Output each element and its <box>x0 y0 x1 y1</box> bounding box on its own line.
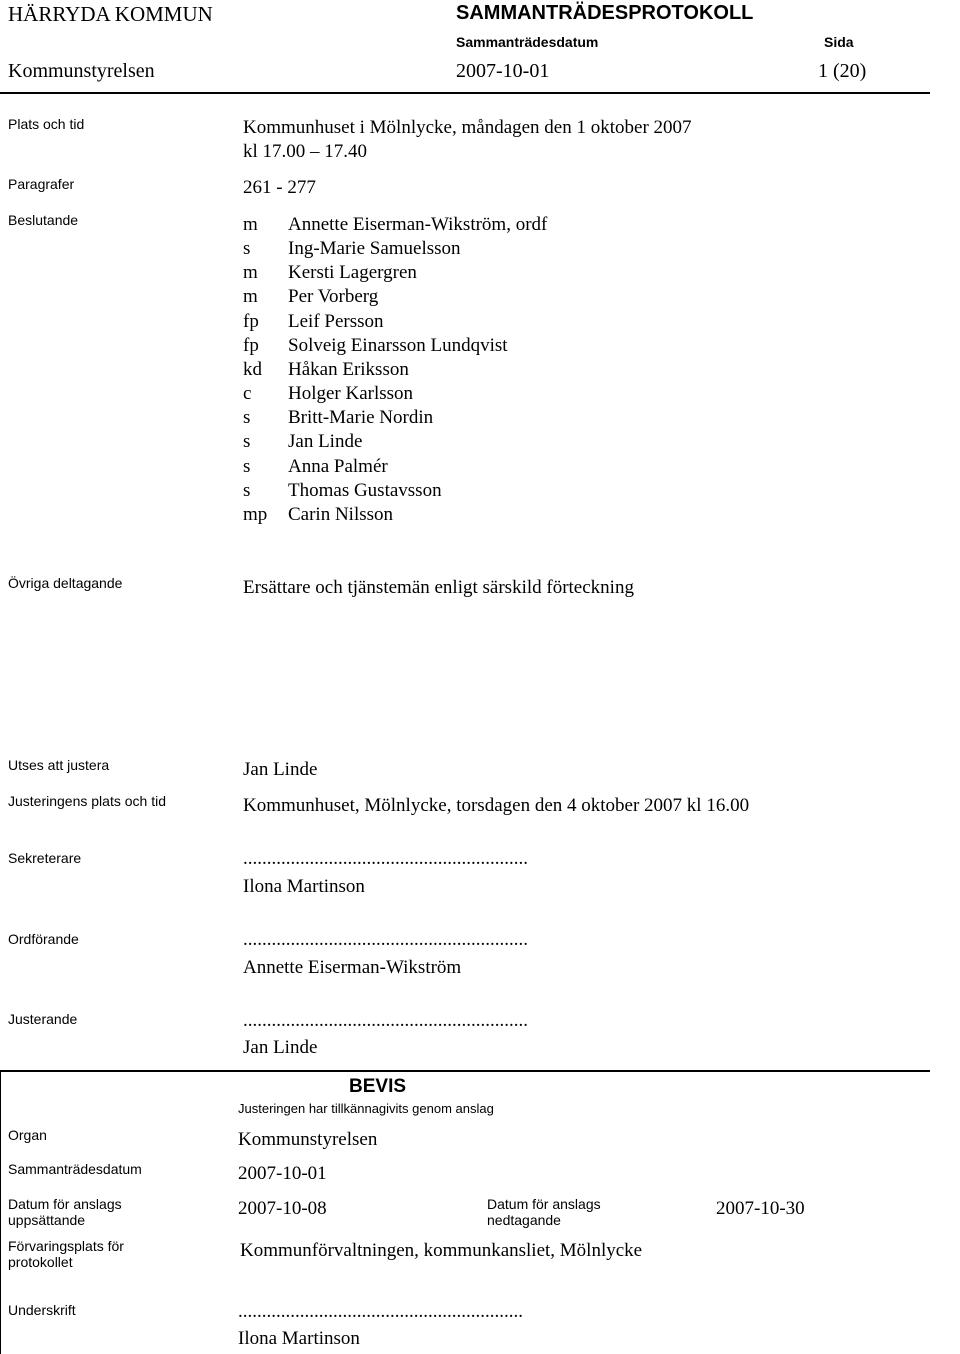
secretary-name: Ilona Martinson <box>243 876 365 897</box>
bevis-left-rule <box>0 1070 1 1354</box>
member-party: c <box>243 383 252 404</box>
member-name: Kersti Lagergren <box>288 262 417 283</box>
member-party: kd <box>243 359 262 380</box>
member-party: s <box>243 480 251 501</box>
member-party: m <box>243 286 258 307</box>
posted-date-label-2: uppsättande <box>8 1212 86 1228</box>
page-number: 1 (20) <box>818 60 867 82</box>
member-party: fp <box>243 311 259 332</box>
removed-date-label-2: nedtagande <box>487 1212 561 1228</box>
place-line-2: kl 17.00 – 17.40 <box>243 141 368 162</box>
member-party: fp <box>243 335 259 356</box>
storage-label-1: Förvaringsplats för <box>8 1238 124 1254</box>
member-name: Ing-Marie Samuelsson <box>288 238 461 259</box>
member-name: Solveig Einarsson Lundqvist <box>288 335 508 356</box>
bevis-date-value: 2007-10-01 <box>238 1163 327 1184</box>
member-party: m <box>243 214 258 235</box>
secretary-label: Sekreterare <box>8 850 82 866</box>
bevis-date-label: Sammanträdesdatum <box>8 1161 142 1177</box>
protocol-title: SAMMANTRÄDESPROTOKOLL <box>456 2 754 24</box>
member-party: s <box>243 238 251 259</box>
posted-date-label-1: Datum för anslags <box>8 1196 122 1212</box>
member-party: s <box>243 456 251 477</box>
adjust-place-value: Kommunhuset, Mölnlycke, torsdagen den 4 oktober 2007 kl 16.00 <box>243 795 750 816</box>
adjust-place-label: Justeringens plats och tid <box>8 793 166 809</box>
chair-signature-line: ............................................................ <box>243 929 528 950</box>
municipality-name: HÄRRYDA KOMMUN <box>8 2 213 26</box>
bevis-subtitle: Justeringen har tillkännagivits genom anslag <box>238 1101 494 1116</box>
member-party: mp <box>243 504 268 525</box>
member-name: Carin Nilsson <box>288 504 394 525</box>
bevis-title: BEVIS <box>349 1076 407 1097</box>
place-line-1: Kommunhuset i Mölnlycke, måndagen den 1 oktober 2007 <box>243 117 692 138</box>
organ-value: Kommunstyrelsen <box>238 1129 378 1150</box>
member-name: Thomas Gustavsson <box>288 480 442 501</box>
removed-date-value: 2007-10-30 <box>716 1198 805 1219</box>
adjuster-value: Jan Linde <box>243 759 318 780</box>
other-participants-label: Övriga deltagande <box>8 575 123 591</box>
decision-makers-label: Beslutande <box>8 212 79 228</box>
adjuster-label: Utses att justera <box>8 757 110 773</box>
member-party: s <box>243 407 251 428</box>
chair-label: Ordförande <box>8 931 79 947</box>
paragraphs-label: Paragrafer <box>8 176 75 192</box>
member-name: Britt-Marie Nordin <box>288 407 434 428</box>
secretary-signature-line: ............................................................ <box>243 848 528 869</box>
place-label: Plats och tid <box>8 116 85 132</box>
signature-label: Underskrift <box>8 1302 76 1318</box>
removed-date-label-1: Datum för anslags <box>487 1196 601 1212</box>
member-name: Håkan Eriksson <box>288 359 409 380</box>
member-party: s <box>243 431 251 452</box>
bevis-top-rule <box>0 1070 930 1072</box>
member-name: Per Vorberg <box>288 286 379 307</box>
chair-name: Annette Eiserman-Wikström <box>243 957 462 978</box>
member-name: Holger Karlsson <box>288 383 414 404</box>
bevis-signature-line: ............................................................ <box>238 1301 523 1322</box>
member-name: Jan Linde <box>288 431 363 452</box>
header-date: 2007-10-01 <box>456 60 550 82</box>
member-name: Leif Persson <box>288 311 384 332</box>
member-name: Annette Eiserman-Wikström, ordf <box>288 214 548 235</box>
header-body: Kommunstyrelsen <box>8 60 155 82</box>
header-rule <box>0 92 930 94</box>
justifier-signature-line: ............................................................ <box>243 1010 528 1031</box>
other-participants-value: Ersättare och tjänstemän enligt särskild förteckning <box>243 577 634 598</box>
page-heading: Sida <box>824 34 854 50</box>
member-party: m <box>243 262 258 283</box>
justifier-label: Justerande <box>8 1011 78 1027</box>
organ-label: Organ <box>8 1127 47 1143</box>
storage-label-2: protokollet <box>8 1254 73 1270</box>
justifier-name: Jan Linde <box>243 1037 318 1058</box>
member-name: Anna Palmér <box>288 456 388 477</box>
paragraphs-value: 261 - 277 <box>243 177 316 198</box>
posted-date-value: 2007-10-08 <box>238 1198 327 1219</box>
storage-value: Kommunförvaltningen, kommunkansliet, Mölnlycke <box>240 1240 643 1261</box>
date-heading: Sammanträdesdatum <box>456 34 599 50</box>
bevis-signature-name: Ilona Martinson <box>238 1328 360 1349</box>
